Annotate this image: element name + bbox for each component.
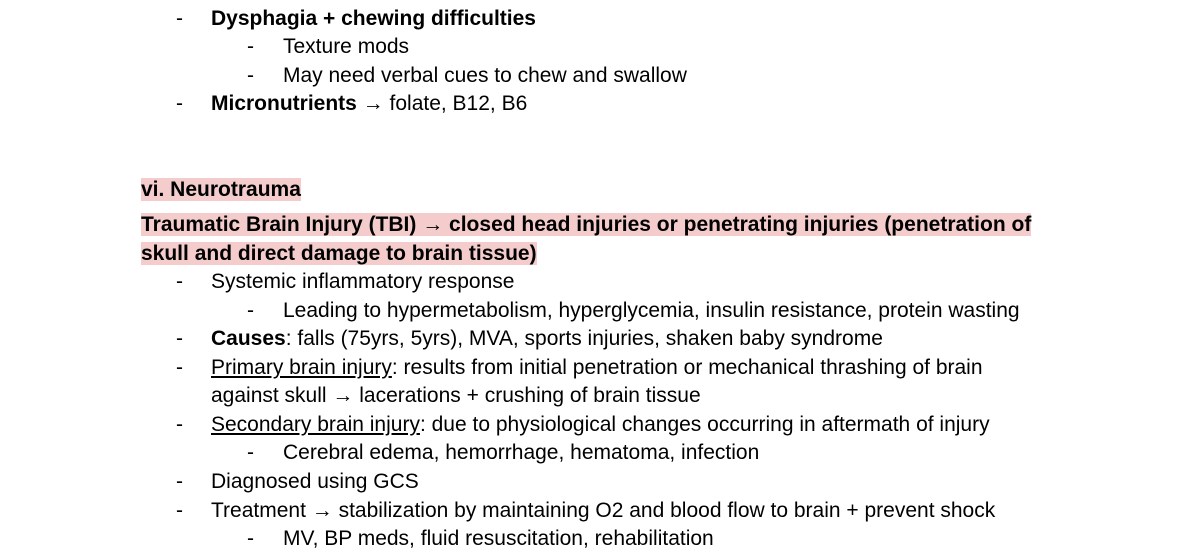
secondary-injury-text: : due to physiological changes occurring in aftermath of injury — [419, 413, 990, 436]
bullet-dash: - — [176, 92, 183, 115]
causes-label: Causes — [211, 327, 286, 350]
bullet-dash: - — [176, 7, 183, 30]
bullet-dash: - — [176, 413, 183, 436]
bullet-dash: - — [247, 441, 254, 464]
causes-text: : falls (75yrs, 5yrs), MVA, sports injuries, shaken baby syndrome — [285, 327, 883, 350]
bullet-dash: - — [247, 527, 254, 550]
secondary-injury-item — [211, 411, 990, 439]
list-item: Treatment → stabilization by maintaining O2 and blood flow to brain + prevent shock — [211, 499, 996, 522]
section-heading — [141, 176, 301, 204]
micronutrients-text: → folate, B12, B6 — [356, 92, 528, 115]
list-item: Texture mods — [283, 35, 410, 58]
primary-injury-continuation: against skull → lacerations + crushing of brain tissue — [211, 384, 701, 407]
bullet-dash: - — [247, 64, 254, 87]
micronutrients-label: Micronutrients — [211, 92, 357, 115]
primary-injury-label: Primary brain injury — [211, 356, 392, 379]
tbi-heading-text-2: skull and direct damage to brain tissue) — [141, 242, 537, 265]
tbi-heading-text-1: Traumatic Brain Injury (TBI) → closed head injuries or penetrating injuries (penetration of — [141, 213, 1032, 236]
bullet-dash: - — [176, 470, 183, 493]
dysphagia-heading: Dysphagia + chewing difficulties — [211, 7, 536, 30]
bullet-dash: - — [176, 499, 183, 522]
bullet-dash: - — [176, 327, 183, 350]
list-item: Diagnosed using GCS — [211, 470, 419, 493]
bullet-dash: - — [176, 270, 183, 293]
list-item: May need verbal cues to chew and swallow — [283, 64, 687, 87]
bullet-dash: - — [176, 356, 183, 379]
tbi-heading-line-2 — [141, 240, 537, 268]
list-item: Systemic inflammatory response — [211, 270, 515, 293]
primary-injury-item — [211, 354, 983, 382]
bullet-dash: - — [247, 299, 254, 322]
list-item: MV, BP meds, fluid resuscitation, rehabilitation — [283, 527, 714, 550]
causes-item — [211, 325, 883, 353]
micronutrients-item — [211, 90, 527, 118]
list-item: Cerebral edema, hemorrhage, hematoma, infection — [283, 441, 760, 464]
primary-injury-text: : results from initial penetration or mechanical thrashing of brain — [391, 356, 983, 379]
tbi-heading-line-1 — [141, 211, 1031, 239]
bullet-dash: - — [247, 35, 254, 58]
list-item: Leading to hypermetabolism, hyperglycemia, insulin resistance, protein wasting — [283, 299, 1020, 322]
secondary-injury-label: Secondary brain injury — [211, 413, 420, 436]
neurotrauma-heading: vi. Neurotrauma — [141, 178, 301, 201]
